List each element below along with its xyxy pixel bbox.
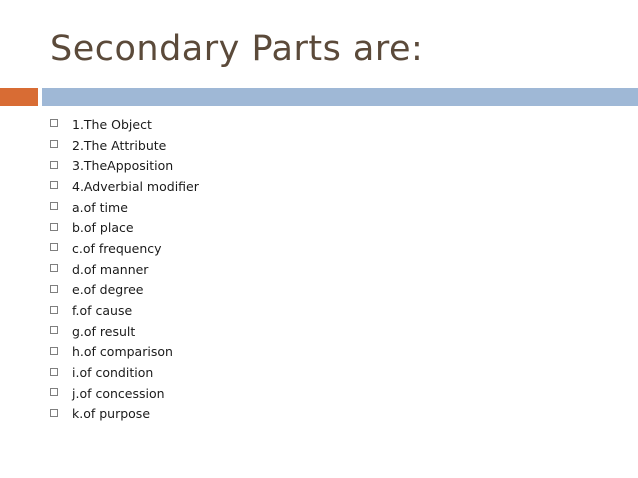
- list-item: [50, 280, 610, 301]
- hollow-square-icon: [50, 223, 58, 231]
- list-item-label: i.of condition: [72, 365, 154, 381]
- list-item-label: e.of degree: [72, 282, 144, 298]
- hollow-square-icon: [50, 119, 58, 127]
- list-item-label: d.of manner: [72, 261, 149, 277]
- list-item: [50, 383, 610, 404]
- list-item: [50, 362, 610, 383]
- list-item: [50, 114, 610, 135]
- list-item: [50, 342, 610, 363]
- slide-title: Secondary Parts are:: [50, 29, 424, 69]
- list-item-label: 2.The Attribute: [72, 137, 167, 153]
- hollow-square-icon: [50, 347, 58, 355]
- hollow-square-icon: [50, 161, 58, 169]
- list-item-label: 3.TheApposition: [72, 158, 174, 174]
- list-item: [50, 155, 610, 176]
- list-item-label: b.of place: [72, 220, 134, 236]
- list-item-label: a.of time: [72, 199, 128, 215]
- hollow-square-icon: [50, 388, 58, 396]
- list-item-label: f.of cause: [72, 303, 133, 319]
- list-item: [50, 176, 610, 197]
- list-item: [50, 259, 610, 280]
- list-item: [50, 404, 610, 425]
- hollow-square-icon: [50, 140, 58, 148]
- list-item-label: g.of result: [72, 323, 136, 339]
- list-item: [50, 217, 610, 238]
- title-divider-bar: [42, 88, 638, 106]
- hollow-square-icon: [50, 326, 58, 334]
- list-item: [50, 321, 610, 342]
- list-item-label: c.of frequency: [72, 240, 162, 256]
- list-item-label: k.of purpose: [72, 406, 151, 422]
- hollow-square-icon: [50, 285, 58, 293]
- hollow-square-icon: [50, 243, 58, 251]
- hollow-square-icon: [50, 368, 58, 376]
- list-item: [50, 197, 610, 218]
- hollow-square-icon: [50, 181, 58, 189]
- title-accent-bar: [0, 88, 38, 106]
- list-item-label: h.of comparison: [72, 344, 173, 360]
- list-item-label: 1.The Object: [72, 116, 152, 132]
- hollow-square-icon: [50, 306, 58, 314]
- bullet-list: [50, 114, 610, 424]
- list-item: [50, 300, 610, 321]
- list-item: [50, 238, 610, 259]
- list-item-label: j.of concession: [72, 385, 165, 401]
- hollow-square-icon: [50, 409, 58, 417]
- list-item-label: 4.Adverbial modifier: [72, 178, 199, 194]
- list-item: [50, 135, 610, 156]
- hollow-square-icon: [50, 202, 58, 210]
- hollow-square-icon: [50, 264, 58, 272]
